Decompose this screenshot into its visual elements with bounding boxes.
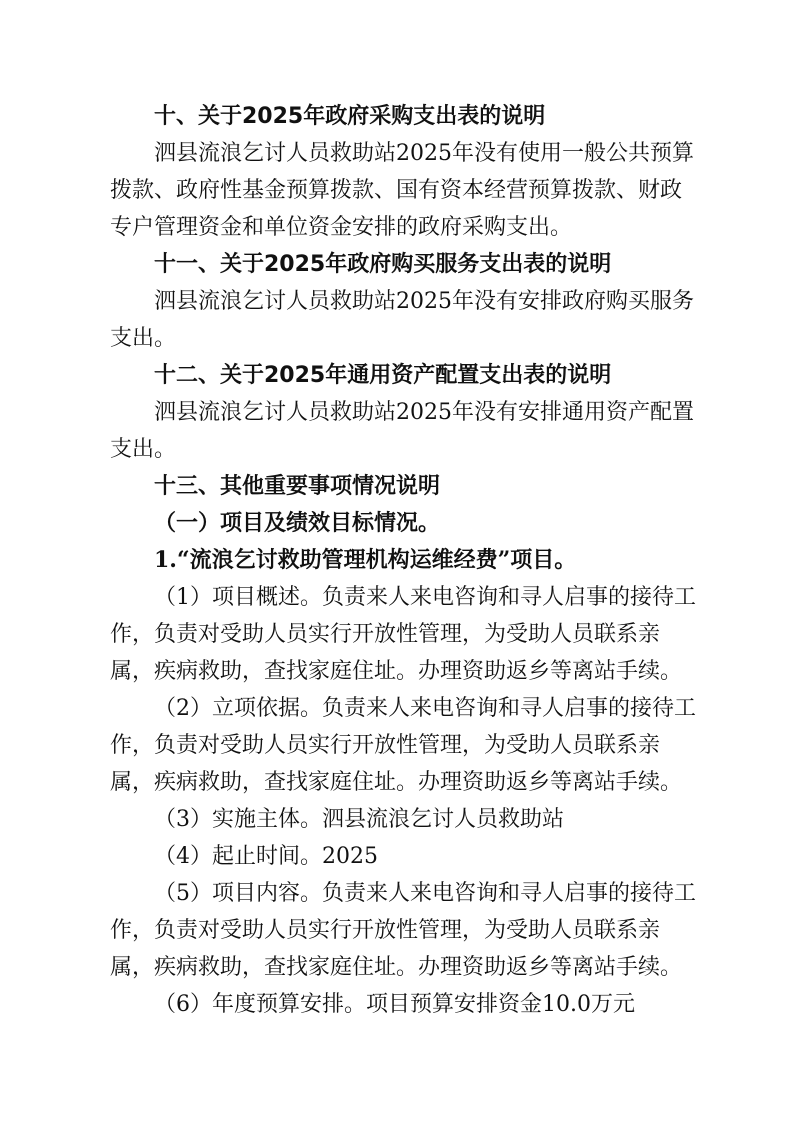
section-10-body: 泗县流浪乞讨人员救助站2025年没有使用一般公共预算 拨款、政府性基金预算拨款、国有资本经营预算拨款、财政 专户管理资金和单位资金安排的政府采购支出。 (110, 141, 694, 240)
document-content (110, 98, 696, 1023)
paragraph-project-basis: （2）立项依据。负责来人来电咨询和寻人启事的接待工 作，负责对受助人员实行开放性管理，为受助人员联系亲 属，疾病救助，查找家庭住址。办理资助返乡等离站手续。 (110, 696, 696, 795)
section-12-body: 泗县流浪乞讨人员救助站2025年没有安排通用资产配置 支出。 (110, 400, 694, 462)
item-1-heading: 1.“流浪乞讨救助管理机构运维经费”项目。 (154, 547, 577, 573)
paragraph-time-period: （4）起止时间。2025 (154, 844, 378, 869)
section-11-heading: 十一、关于2025年政府购买服务支出表的说明 (154, 252, 612, 277)
subsection-1-heading: （一）项目及绩效目标情况。 (154, 510, 441, 536)
section-10-heading: 十、关于2025年政府采购支出表的说明 (154, 104, 546, 129)
paragraph-project-overview: （1）项目概述。负责来人来电咨询和寻人启事的接待工 作，负责对受助人员实行开放性管理，为受助人员联系亲 属，疾病救助，查找家庭住址。办理资助返乡等离站手续。 (110, 585, 696, 684)
paragraph-project-content: （5）项目内容。负责来人来电咨询和寻人启事的接待工 作，负责对受助人员实行开放性管理，为受助人员联系亲 属，疾病救助，查找家庭住址。办理资助返乡等离站手续。 (110, 881, 696, 980)
section-11-body: 泗县流浪乞讨人员救助站2025年没有安排政府购买服务 支出。 (110, 289, 694, 351)
section-13-heading: 十三、其他重要事项情况说明 (154, 474, 441, 499)
paragraph-annual-budget: （6）年度预算安排。项目预算安排资金10.0万元 (154, 992, 635, 1017)
section-12-heading: 十二、关于2025年通用资产配置支出表的说明 (154, 363, 612, 388)
paragraph-implementing-entity: （3）实施主体。泗县流浪乞讨人员救助站 (154, 807, 564, 832)
